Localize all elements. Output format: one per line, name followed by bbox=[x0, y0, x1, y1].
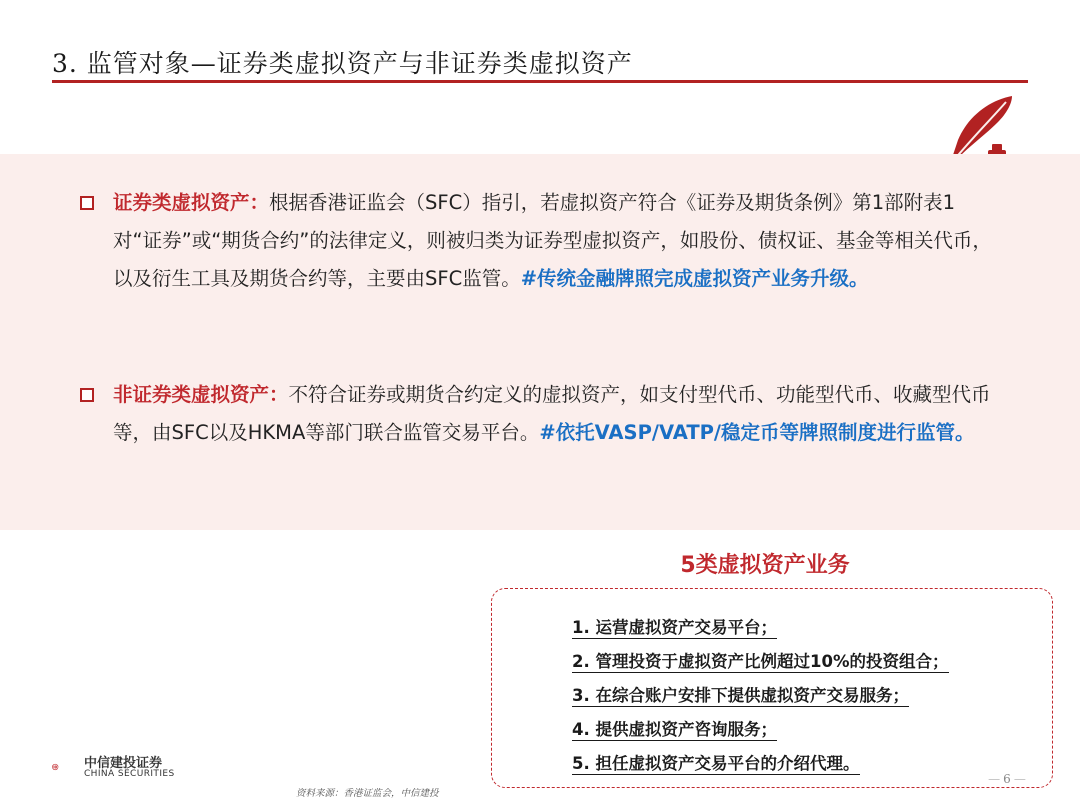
list-item: 5. 担任虚拟资产交易平台的介绍代理。 bbox=[572, 754, 860, 773]
item-lead: 非证券类虚拟资产： bbox=[113, 383, 289, 406]
list-item: 1. 运营虚拟资产交易平台； bbox=[572, 618, 777, 637]
list-item: 2. 管理投资于虚拟资产比例超过10%的投资组合； bbox=[572, 652, 949, 671]
page-number: — 6 — bbox=[984, 772, 1030, 786]
business-title: 5类虚拟资产业务 bbox=[680, 553, 850, 578]
list-item: 3. 在综合账户安排下提供虚拟资产交易服务； bbox=[572, 686, 909, 705]
company-logo-icon bbox=[52, 750, 84, 784]
bullet-square-icon bbox=[80, 196, 94, 210]
list-item: 4. 提供虚拟资产咨询服务； bbox=[572, 720, 777, 739]
item-text bbox=[113, 184, 1000, 298]
source-note: 资料来源：香港证监会，中信建投 bbox=[296, 788, 439, 799]
logo-name-cn: 中信建投证券 bbox=[84, 756, 163, 771]
item-highlight: #依托VASP/VATP/稳定币等牌照制度进行监管。 bbox=[539, 421, 975, 444]
non-securities-va-item bbox=[80, 376, 1000, 452]
item-highlight: #传统金融牌照完成虚拟资产业务升级。 bbox=[520, 267, 869, 290]
bullet-square-icon bbox=[80, 388, 94, 402]
securities-va-item bbox=[80, 184, 1000, 298]
item-lead: 证券类虚拟资产： bbox=[113, 191, 270, 214]
title-divider bbox=[52, 80, 1028, 83]
item-body: 根据香港证监会（SFC）指引，若虚拟资产符合《证券及期货条例》第1部附表1对“证券”或“期货合约”的法律定义，则被归类为证券型虚拟资产，如股份、债权证、基金等相关代币，以及衍生工具及期货合约等，主要由SFC监管。 bbox=[113, 191, 992, 290]
business-list bbox=[572, 614, 1032, 784]
page-title: 3. 监管对象—证券类虚拟资产与非证券类虚拟资产 bbox=[52, 49, 633, 78]
logo-name-en: CHINA SECURITIES bbox=[84, 769, 175, 779]
item-body: 不符合证券或期货合约定义的虚拟资产，如支付型代币、功能型代币、收藏型代币等，由SFC以及HKMA等部门联合监管交易平台。 bbox=[113, 383, 991, 444]
item-text bbox=[113, 376, 1000, 452]
